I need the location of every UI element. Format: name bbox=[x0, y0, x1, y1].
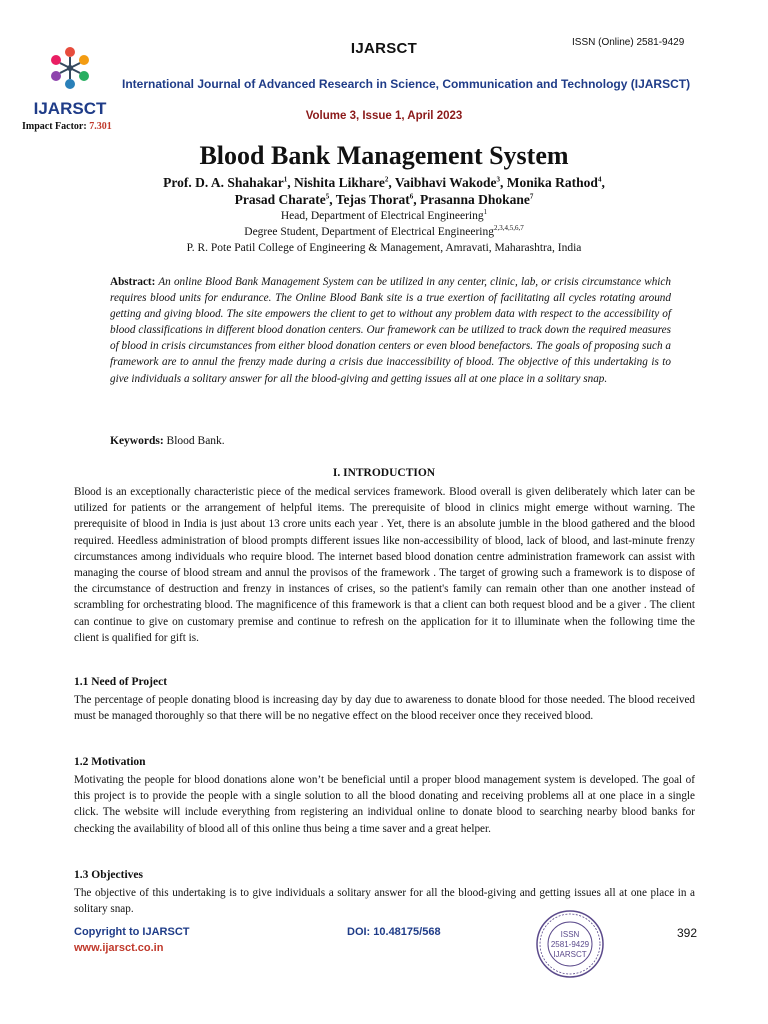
author-sep: , bbox=[287, 175, 294, 190]
doi: DOI: 10.48175/568 bbox=[347, 926, 441, 938]
affiliation-2 bbox=[0, 226, 768, 238]
paper-title: Blood Bank Management System bbox=[199, 141, 569, 170]
author-sep: , bbox=[388, 175, 395, 190]
copyright-notice: Copyright to IJARSCT bbox=[74, 926, 190, 938]
author-line-1 bbox=[0, 175, 768, 191]
issn-online: ISSN (Online) 2581-9429 bbox=[572, 37, 685, 48]
author-name: Nishita Likhare bbox=[293, 175, 385, 190]
volume-issue: Volume 3, Issue 1, April 2023 bbox=[305, 110, 463, 122]
issn-seal bbox=[535, 909, 605, 979]
author-name: Vaibhavi Wakode bbox=[394, 175, 497, 190]
author-sup: 2 bbox=[384, 175, 389, 184]
impact-value: 7.301 bbox=[89, 121, 112, 132]
keywords-text: Blood Bank. bbox=[166, 435, 225, 447]
author-sup: 6 bbox=[409, 192, 414, 201]
affiliation-1 bbox=[0, 210, 768, 222]
abstract bbox=[110, 274, 671, 387]
impact-factor bbox=[22, 121, 112, 132]
author-name: Prof. D. A. Shahakar bbox=[163, 175, 284, 190]
section-heading-introduction: I. INTRODUCTION bbox=[332, 467, 436, 479]
subsection-heading-motivation: 1.2 Motivation bbox=[74, 756, 146, 768]
abstract-label: Abstract: bbox=[110, 276, 156, 288]
author-line-2 bbox=[0, 192, 768, 208]
affiliation-sup: 1 bbox=[483, 208, 488, 217]
subsection-heading-objectives: 1.3 Objectives bbox=[74, 869, 143, 881]
website-link[interactable]: www.ijarsct.co.in bbox=[74, 942, 164, 954]
seal-line-2: 2581-9429 bbox=[550, 940, 590, 949]
author-name: Monika Rathod bbox=[506, 175, 598, 190]
affiliation-text: Degree Student, Department of Electrical Engineering bbox=[244, 226, 494, 238]
author-sup: 3 bbox=[496, 175, 501, 184]
keywords bbox=[110, 435, 225, 447]
author-sep: , bbox=[500, 175, 507, 190]
author-sep: , bbox=[329, 192, 336, 207]
page-number: 392 bbox=[677, 926, 698, 940]
journal-short-name: IJARSCT bbox=[350, 40, 418, 57]
seal-line-1: ISSN bbox=[560, 930, 580, 939]
author-sup: 4 bbox=[597, 175, 602, 184]
need-paragraph: The percentage of people donating blood is increasing day by day due to awareness to donate blood for those needed. The blood received must be managed thoroughly so that there will be no negative effect on the blood receiver once they received blood. bbox=[74, 694, 695, 723]
affiliation-3: P. R. Pote Patil College of Engineering & Management, Amravati, Maharashtra, India bbox=[186, 242, 582, 254]
author-sup: 7 bbox=[529, 192, 534, 201]
introduction-paragraph: Blood is an exceptionally characteristic piece of the medical services framework. Blood overall is given deliberately which later can be utilized for patients or the arrangement of helpful items. The prerequisite of blood in clinics might emerge without warning. The prerequisite of blood in India is just about 13 crore units each year . Yet, there is an absolute jumble in the blood gathered and the blood required. Heedless administration of blood prompts different issues like non-accessibility of blood, lack of blood, and last-minute frenzy circumstances among individuals who require blood. The internet based blood donation centre administration framework can assist with managing the course of blood stream and annul the provisos of the framework . The target of growing such a framework is to dispose of the circumstance of destruction and frenzy in instances of crises, so the patient's family can remain other than one another instead of scrambling for orchestrating blood. The magnificence of this framework is that a client can both request blood and be a giver . The client can continue to give on customary premise and continue to refresh on the application for it to illuminate when the following time the client is qualified for gift is. bbox=[74, 486, 695, 644]
author-sep: , bbox=[601, 175, 605, 190]
affiliation-sup: 2,3,4,5,6,7 bbox=[493, 224, 524, 233]
seal-line-3: IJARSCT bbox=[553, 950, 587, 959]
issn-seal-icon bbox=[535, 909, 605, 979]
author-name: Prasanna Dhokane bbox=[419, 192, 530, 207]
keywords-label: Keywords: bbox=[110, 435, 164, 447]
author-name: Tejas Thorat bbox=[335, 192, 410, 207]
impact-label: Impact Factor: bbox=[22, 121, 90, 132]
journal-full-name: International Journal of Advanced Research in Science, Communication and Technology (IJARSCT) bbox=[122, 77, 691, 91]
author-sup: 5 bbox=[325, 192, 330, 201]
author-name: Prasad Charate bbox=[234, 192, 326, 207]
affiliation-text: Head, Department of Electrical Engineering bbox=[280, 210, 484, 222]
subsection-heading-need: 1.1 Need of Project bbox=[74, 676, 168, 688]
motivation-paragraph: Motivating the people for blood donations alone won’t be beneficial until a proper blood management system is developed. The goal of this project is to provide the people with a single solution to all the blood donating and receiving problems all at one place in a single click. The website will include everything from registering an individual online to donate blood to searching nearby blood banks for checking the availability of blood all of this online thus being a time saver and a great helper. bbox=[74, 774, 695, 835]
logo-text: IJARSCT bbox=[33, 99, 107, 118]
abstract-text: An online Blood Bank Management System can be utilized in any center, clinic, lab, or crisis circumstance which requires blood units for endurance. The Online Blood Bank site is a true exertion of facilitating all cycles rotating around getting and giving blood. The site empowers the client to get to without any problem data with respect to the accessibility of blood classifications in different blood donation centers. Our framework can be utilized to track down the required measures of blood in crisis circumstances from either blood donation centers or even blood benefactors. The goals of proposing such a framework are to annul the frenzy made during a crisis due inaccessibility of blood. The objective of this undertaking is to give individuals a solitary answer for all the blood-giving and getting issues all at one place in a solitary snap. bbox=[110, 276, 671, 385]
objectives-paragraph: The objective of this undertaking is to give individuals a solitary answer for all the blood-giving and getting issues all at one place in a solitary snap. bbox=[74, 887, 695, 916]
author-sup: 1 bbox=[283, 175, 288, 184]
author-sep: , bbox=[413, 192, 420, 207]
